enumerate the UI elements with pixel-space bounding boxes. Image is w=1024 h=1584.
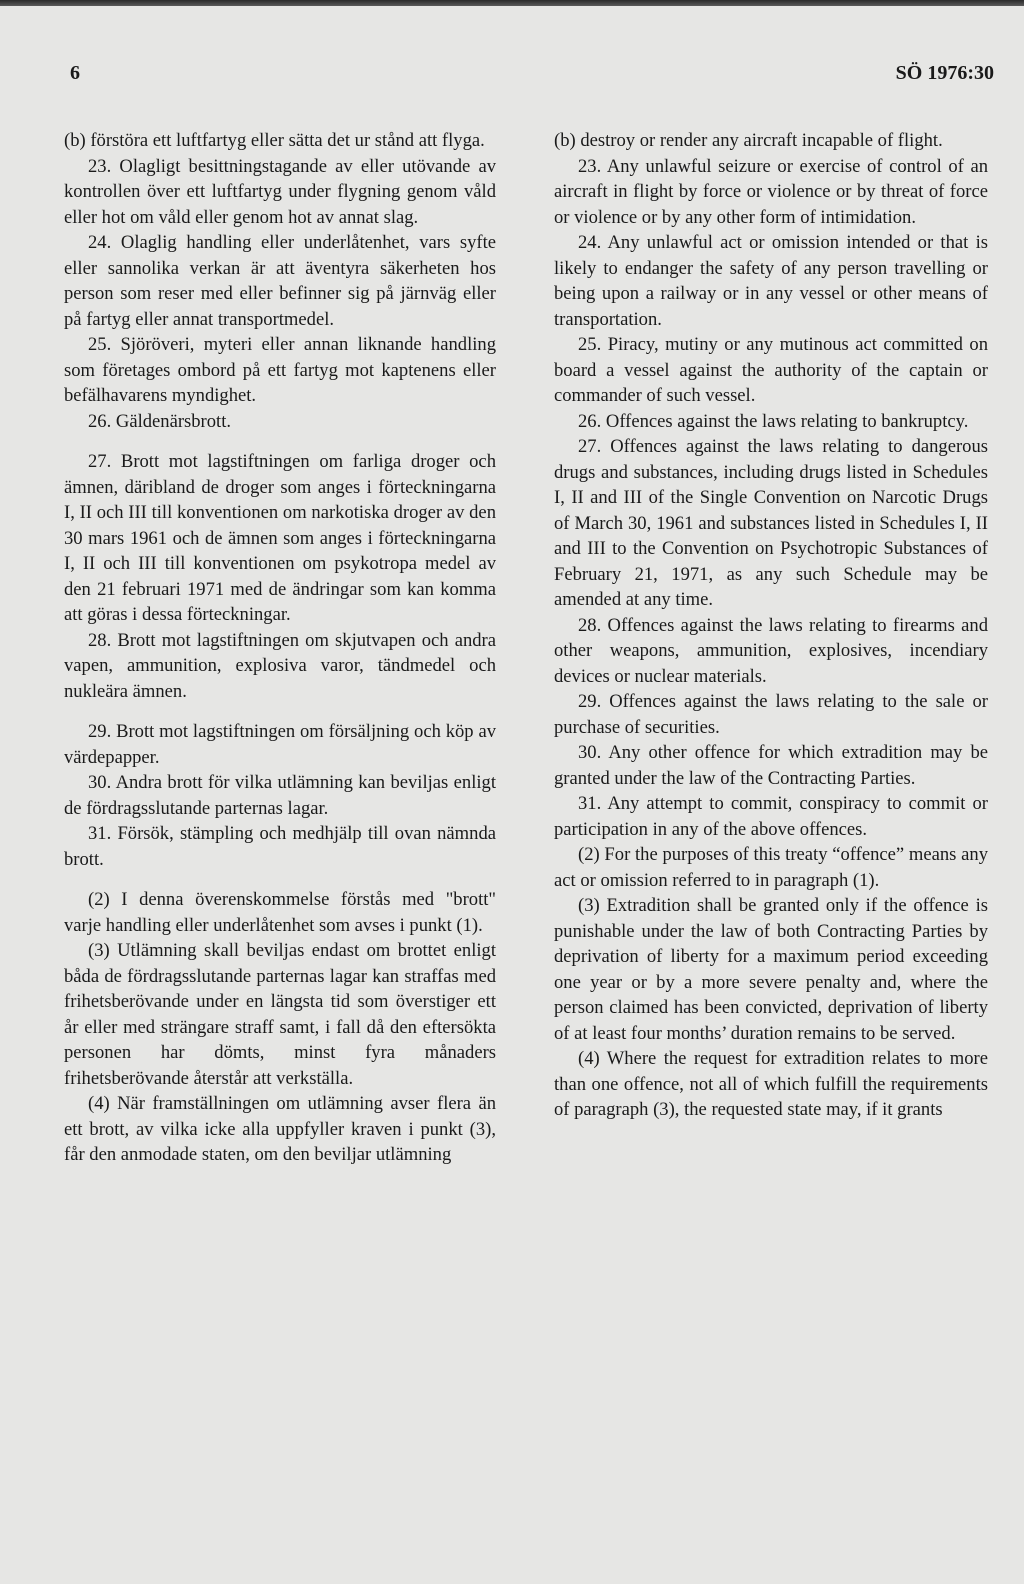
scan-top-edge [0,0,1024,6]
en-item-28: 28. Offences against the laws relating to firearms and other weapons, ammunition, explosives, incendiary devices or nuclear materials. [554,614,988,687]
sv-item-26: 26. Gäldenärsbrott. [88,410,232,432]
sv-section-3: (3) Utlämning skall beviljas endast om brottet enligt båda de fördragsslutande parternas lagar kan straffas med frihetsberövande under en längsta tid som överstiger ett år eller med strängare straff samt, i fall då den eftersökta personen har dömts, minst fyra månaders frihetsberövande återstår att verkställa. [64,940,496,1089]
en-paragraph-b: (b) destroy or render any aircraft incapable of flight. [554,130,943,151]
english-column [554,128,988,1123]
sv-section-2: (2) I denna överenskommelse förstås med "brott" varje handling eller underlåtenhet som avses i punkt (1). [64,889,496,936]
sv-item-30: 30. Andra brott för vilka utlämning kan beviljas enligt de fördragsslutande parternas lagar. [64,772,496,819]
en-section-2: (2) For the purposes of this treaty “offence” means any act or omission referred to in paragraph (1). [554,844,988,891]
en-section-3: (3) Extradition shall be granted only if the offence is punishable under the law of both Contracting Parties by deprivation of liberty for a maximum period exceeding one year or by a more severe penalty and, where the person claimed has been convicted, deprivation of liberty of at least four months’ duration remains to be served. [554,895,988,1044]
sv-item-24: 24. Olaglig handling eller underlåtenhet, vars syfte eller sannolika verkan är att äventyra säkerheten hos person som reser med eller befinner sig på järnväg eller på fartyg eller annat transportmedel. [64,232,496,330]
en-item-29: 29. Offences against the laws relating to the sale or purchase of securities. [554,691,988,738]
en-item-26: 26. Offences against the laws relating to bankruptcy. [578,410,969,432]
page-number: 6 [70,62,80,84]
swedish-column [64,128,496,1168]
sv-item-29: 29. Brott mot lagstiftningen om försäljning och köp av värdepapper. [64,721,496,768]
sv-section-4: (4) När framställningen om utlämning avser flera än ett brott, av vilka icke alla uppfyller kraven i punkt (3), får den anmodade staten, om den beviljar utlämning [64,1093,496,1165]
sv-item-25: 25. Sjöröveri, myteri eller annan liknande handling som företages ombord på ett fartyg mot kaptenens eller befälhavarens myndighet. [64,334,496,406]
sv-paragraph-b: (b) förstöra ett luftfartyg eller sätta det ur stånd att flyga. [64,130,485,151]
en-item-24: 24. Any unlawful act or omission intended or that is likely to endanger the safety of any person travelling or being upon a railway or in any vessel or other means of transportation. [554,232,988,330]
en-section-4: (4) Where the request for extradition relates to more than one offence, not all of which fulfill the requirements of paragraph (3), the requested state may, if it grants [554,1048,988,1120]
en-item-25: 25. Piracy, mutiny or any mutinous act committed on board a vessel against the authority of the captain or commander of such vessel. [554,334,988,406]
sv-item-27: 27. Brott mot lagstiftningen om farliga droger och ämnen, däribland de droger som anges i förteckningarna I, II och III till konventionen om narkotiska droger av den 30 mars 1961 och de ämnen som anges i förteckningarna I, II och III till konventionen om psykotropa medel av den 21 februari 1971 med de ändringar som kan komma att göras i dessa förteckningar. [64,451,496,625]
en-item-27: 27. Offences against the laws relating to dangerous drugs and substances, including drugs listed in Schedules I, II and III of the Single Convention on Narcotic Drugs of March 30, 1961 and substances listed in Schedules I, II and III to the Convention on Psychotropic Substances of February 21, 1971, as any such Schedule may be amended at any time. [554,436,988,610]
document-reference: SÖ 1976:30 [895,62,994,84]
en-item-23: 23. Any unlawful seizure or exercise of control of an aircraft in flight by force or violence or by threat of force or violence or by any other form of intimidation. [554,155,988,228]
en-item-31: 31. Any attempt to commit, conspiracy to commit or participation in any of the above offences. [554,793,988,840]
en-item-30: 30. Any other offence for which extradition may be granted under the law of the Contracting Parties. [554,742,988,789]
sv-item-23: 23. Olagligt besittningstagande av eller utövande av kontrollen över ett luftfartyg under flygning genom våld eller hot om våld eller genom hot av annat slag. [64,155,496,228]
sv-item-28: 28. Brott mot lagstiftningen om skjutvapen och andra vapen, ammunition, explosiva varor, tändmedel och nukleära ämnen. [64,629,496,702]
sv-item-31: 31. Försök, stämpling och medhjälp till ovan nämnda brott. [64,823,496,870]
